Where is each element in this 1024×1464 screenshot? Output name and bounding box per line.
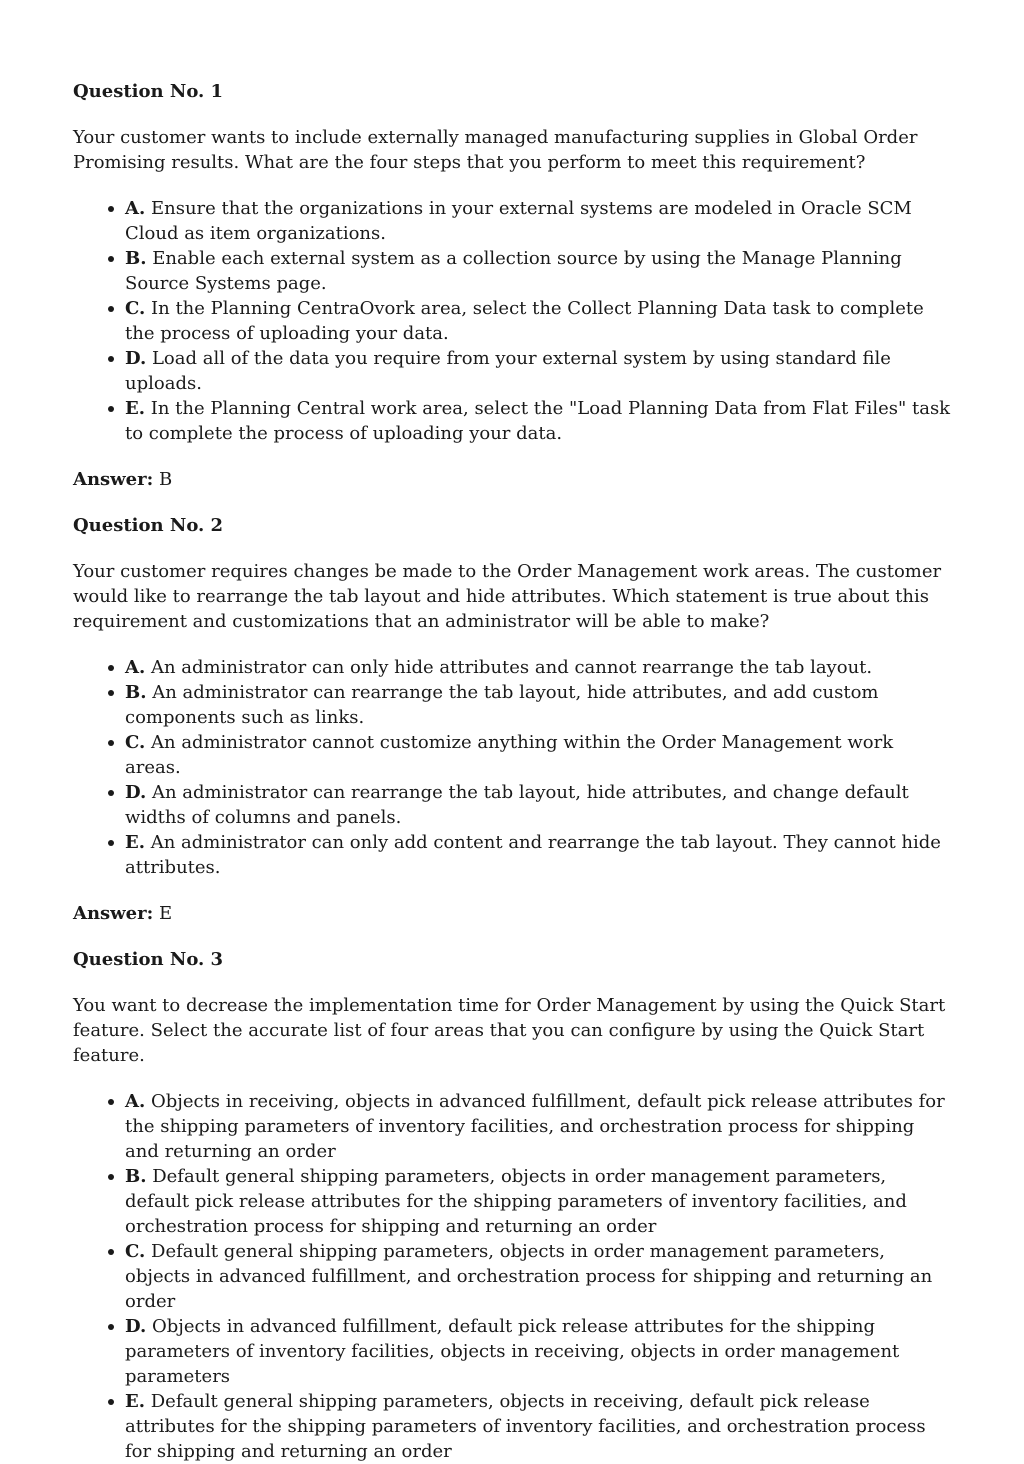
- option-letter: E.: [125, 1391, 145, 1412]
- question-title: Question No. 3: [73, 949, 224, 970]
- option-a: [125, 1089, 952, 1164]
- answer-label: Answer:: [73, 469, 154, 490]
- question-2: [73, 513, 952, 926]
- option-d: [125, 780, 952, 830]
- option-text: An administrator can rearrange the tab layout, hide attributes, and add custom components such as links.: [125, 682, 879, 728]
- option-letter: E.: [125, 398, 145, 419]
- option-text: In the Planning Central work area, select the "Load Planning Data from Flat Files" task to complete the process of uploading your data.: [125, 398, 951, 444]
- option-text: Default general shipping parameters, objects in receiving, default pick release attributes for the shipping parameters of inventory facilities, and orchestration process for shipping and returning an order: [125, 1391, 926, 1462]
- question-title: Question No. 2: [73, 515, 224, 536]
- option-text: Objects in advanced fulfillment, default pick release attributes for the shipping parameters of inventory facilities, objects in receiving, objects in order management parameters: [125, 1316, 900, 1387]
- option-text: Ensure that the organizations in your external systems are modeled in Oracle SCM Cloud as item organizations.: [125, 198, 912, 244]
- option-letter: D.: [125, 348, 147, 369]
- question-text: Your customer requires changes be made to the Order Management work areas. The customer would like to rearrange the tab layout and hide attributes. Which statement is true about this requirement and customizations that an administrator will be able to make?: [73, 561, 942, 632]
- option-text: Default general shipping parameters, objects in order management parameters, default pick release attributes for the shipping parameters of inventory facilities, and orchestration process for shipping and returning an order: [125, 1166, 907, 1237]
- option-b: [125, 246, 952, 296]
- question-1: [73, 79, 952, 492]
- option-text: Enable each external system as a collection source by using the Manage Planning Source Systems page.: [125, 248, 902, 294]
- question-text: You want to decrease the implementation time for Order Management by using the Quick Start feature. Select the accurate list of four areas that you can configure by using the Quick Start feature.: [73, 995, 946, 1066]
- option-b: [125, 1164, 952, 1239]
- option-e: [125, 396, 952, 446]
- option-letter: A.: [125, 1091, 146, 1112]
- option-a: [125, 655, 952, 680]
- question-text: Your customer wants to include externally managed manufacturing supplies in Global Order Promising results. What are the four steps that you perform to meet this requirement?: [73, 127, 918, 173]
- answer-value: E: [159, 903, 173, 924]
- question-title: Question No. 1: [73, 81, 224, 102]
- option-c: [125, 730, 952, 780]
- option-c: [125, 1239, 952, 1314]
- options-list: [73, 196, 952, 446]
- answer: [73, 467, 952, 492]
- option-text: An administrator cannot customize anything within the Order Management work areas.: [125, 732, 894, 778]
- option-d: [125, 1314, 952, 1389]
- option-letter: B.: [125, 682, 147, 703]
- option-text: An administrator can only hide attributes and cannot rearrange the tab layout.: [150, 657, 873, 678]
- option-text: Load all of the data you require from your external system by using standard file uploads.: [125, 348, 891, 394]
- question-3: [73, 947, 952, 1464]
- answer-value: B: [159, 469, 173, 490]
- option-c: [125, 296, 952, 346]
- option-text: Default general shipping parameters, objects in order management parameters, objects in advanced fulfillment, and orchestration process for shipping and returning an order: [125, 1241, 933, 1312]
- option-text: An administrator can only add content and rearrange the tab layout. They cannot hide attributes.: [125, 832, 941, 878]
- answer-label: Answer:: [73, 903, 154, 924]
- options-list: [73, 1089, 952, 1464]
- option-b: [125, 680, 952, 730]
- option-letter: C.: [125, 732, 146, 753]
- option-letter: D.: [125, 1316, 147, 1337]
- answer: [73, 901, 952, 926]
- option-e: [125, 830, 952, 880]
- option-d: [125, 346, 952, 396]
- option-text: Objects in receiving, objects in advanced fulfillment, default pick release attributes for the shipping parameters of inventory facilities, and orchestration process for shipping and returning an order: [125, 1091, 945, 1162]
- option-letter: D.: [125, 782, 147, 803]
- option-letter: B.: [125, 1166, 147, 1187]
- option-text: An administrator can rearrange the tab layout, hide attributes, and change default widths of columns and panels.: [125, 782, 909, 828]
- option-e: [125, 1389, 952, 1464]
- option-letter: B.: [125, 248, 147, 269]
- option-letter: A.: [125, 198, 146, 219]
- option-letter: C.: [125, 1241, 146, 1262]
- option-letter: A.: [125, 657, 146, 678]
- option-text: In the Planning CentraOvork area, select the Collect Planning Data task to complete the process of uploading your data.: [125, 298, 924, 344]
- option-letter: C.: [125, 298, 146, 319]
- option-letter: E.: [125, 832, 145, 853]
- options-list: [73, 655, 952, 880]
- option-a: [125, 196, 952, 246]
